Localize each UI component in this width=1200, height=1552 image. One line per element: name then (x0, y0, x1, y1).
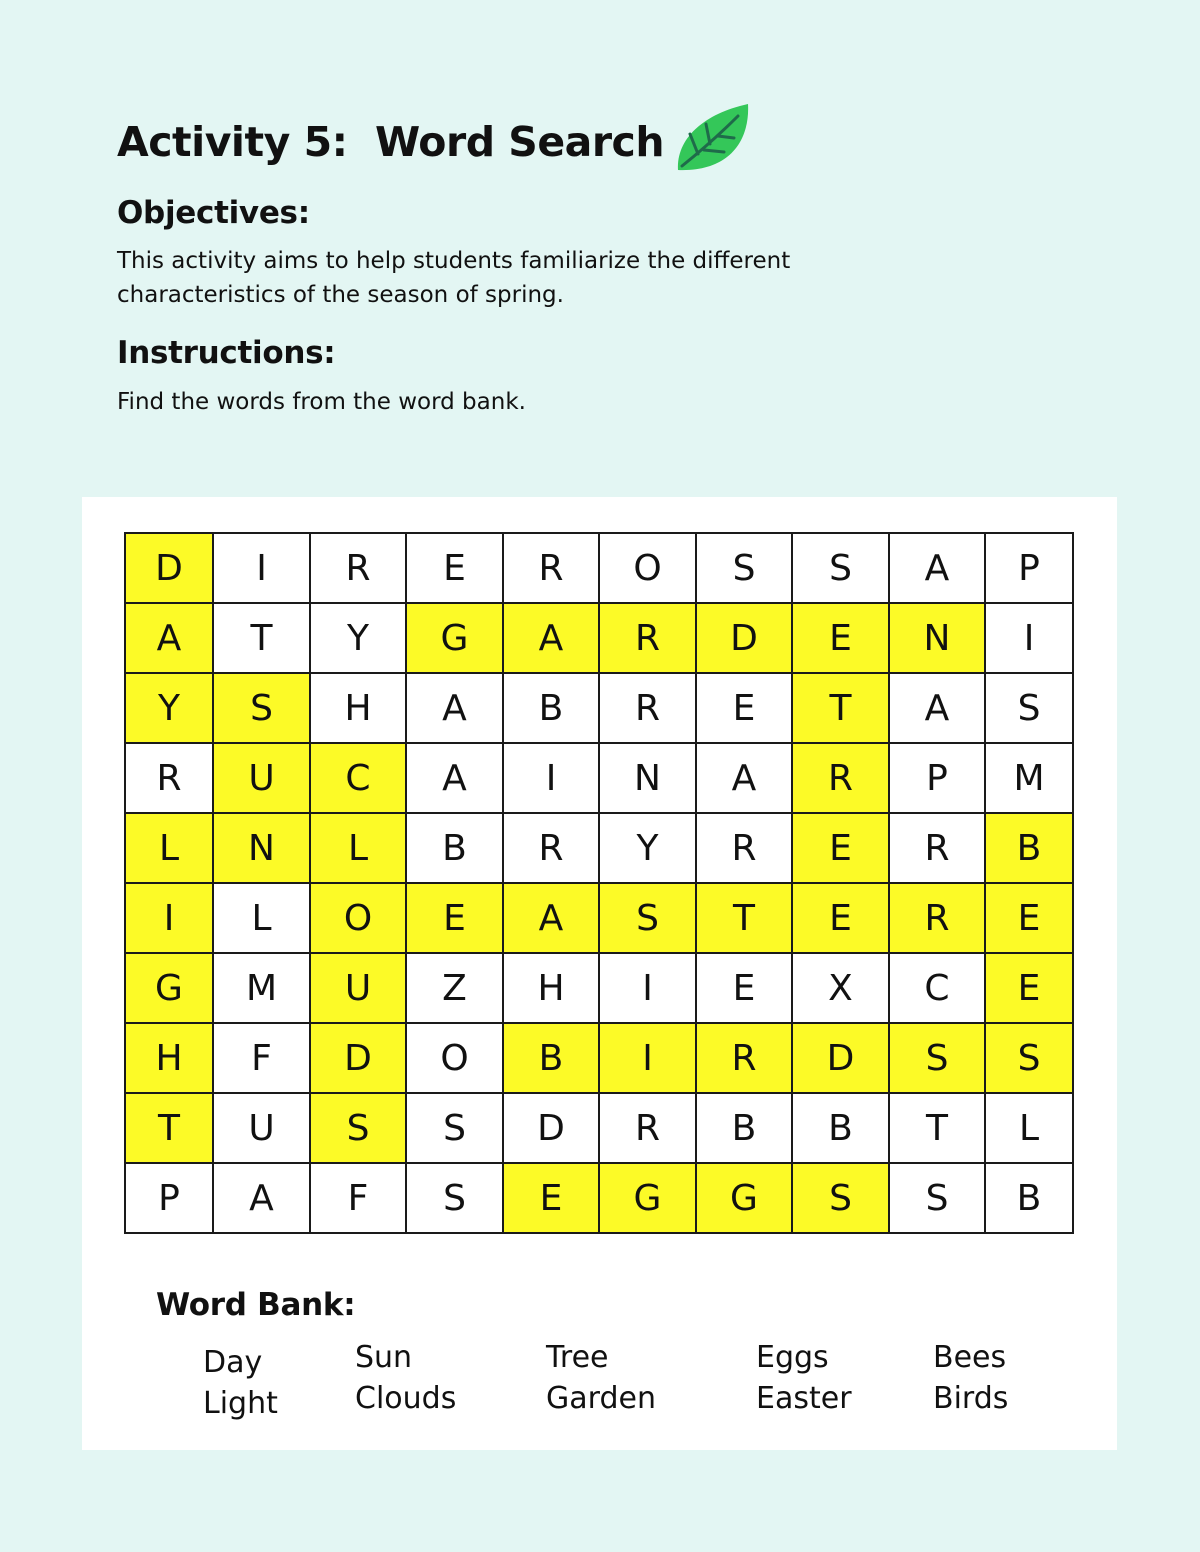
grid-row (125, 1093, 1073, 1163)
grid-cell[interactable]: Y (599, 813, 696, 883)
grid-cell[interactable]: E (696, 953, 792, 1023)
grid-cell[interactable]: M (985, 743, 1073, 813)
grid-cell[interactable]: Z (406, 953, 503, 1023)
grid-cell[interactable]: R (503, 533, 599, 603)
grid-cell[interactable]: D (792, 1023, 889, 1093)
grid-cell[interactable]: R (503, 813, 599, 883)
objectives-heading: Objectives: (117, 195, 310, 231)
grid-cell[interactable]: D (696, 603, 792, 673)
grid-cell[interactable]: T (696, 883, 792, 953)
grid-cell[interactable]: B (792, 1093, 889, 1163)
grid-cell[interactable]: T (213, 603, 310, 673)
grid-cell[interactable]: A (406, 673, 503, 743)
grid-cell[interactable]: L (213, 883, 310, 953)
word-bank-column-3 (546, 1337, 656, 1419)
grid-cell[interactable]: R (599, 1093, 696, 1163)
instructions-text: Find the words from the word bank. (117, 389, 526, 415)
grid-cell[interactable]: R (310, 533, 406, 603)
grid-cell[interactable]: N (599, 743, 696, 813)
word-bank-item: Day (203, 1345, 263, 1380)
grid-cell[interactable]: B (406, 813, 503, 883)
grid-cell[interactable]: A (406, 743, 503, 813)
grid-cell[interactable]: X (792, 953, 889, 1023)
grid-cell[interactable]: U (213, 743, 310, 813)
grid-cell[interactable]: S (889, 1163, 985, 1233)
grid-cell[interactable]: S (213, 673, 310, 743)
grid-cell[interactable]: S (406, 1163, 503, 1233)
word-bank-column-2 (355, 1337, 456, 1419)
grid-cell[interactable]: F (213, 1023, 310, 1093)
word-bank-column-4 (756, 1337, 852, 1419)
grid-cell[interactable]: N (213, 813, 310, 883)
grid-cell[interactable]: A (213, 1163, 310, 1233)
grid-cell[interactable]: C (889, 953, 985, 1023)
instructions-heading: Instructions: (117, 335, 336, 371)
word-bank-item: Garden (546, 1381, 656, 1416)
grid-cell[interactable]: S (406, 1093, 503, 1163)
page-title: Activity 5: Word Search (117, 118, 665, 166)
grid-cell[interactable]: R (889, 883, 985, 953)
word-bank-column-5 (933, 1337, 1008, 1419)
grid-row (125, 603, 1073, 673)
leaf-icon (672, 100, 752, 178)
word-search-grid (124, 532, 1074, 1234)
grid-cell[interactable]: G (406, 603, 503, 673)
grid-cell[interactable]: A (503, 883, 599, 953)
grid-cell[interactable]: S (889, 1023, 985, 1093)
grid-cell[interactable]: S (985, 673, 1073, 743)
grid-cell[interactable]: R (599, 603, 696, 673)
word-search-card (82, 497, 1117, 1450)
grid-cell[interactable]: L (310, 813, 406, 883)
grid-cell[interactable]: I (985, 603, 1073, 673)
grid-cell[interactable]: R (792, 743, 889, 813)
grid-cell[interactable]: F (310, 1163, 406, 1233)
grid-cell[interactable]: R (696, 813, 792, 883)
grid-cell[interactable]: O (310, 883, 406, 953)
word-bank-item: Sun (355, 1340, 413, 1375)
grid-cell[interactable]: E (985, 883, 1073, 953)
grid-cell[interactable]: T (889, 1093, 985, 1163)
grid-row (125, 533, 1073, 603)
grid-cell[interactable]: Y (125, 673, 213, 743)
grid-cell[interactable]: B (696, 1093, 792, 1163)
word-bank-item: Eggs (756, 1340, 829, 1375)
word-bank-item: Clouds (355, 1381, 457, 1416)
grid-cell[interactable]: E (406, 883, 503, 953)
grid-cell[interactable]: M (213, 953, 310, 1023)
grid-row (125, 953, 1073, 1023)
grid-cell[interactable]: G (125, 953, 213, 1023)
word-bank-item: Tree (546, 1340, 609, 1375)
word-bank-heading: Word Bank: (156, 1287, 356, 1323)
grid-cell[interactable]: B (503, 673, 599, 743)
grid-cell[interactable]: C (310, 743, 406, 813)
grid-cell[interactable]: G (599, 1163, 696, 1233)
grid-cell[interactable]: S (792, 533, 889, 603)
grid-cell[interactable]: S (985, 1023, 1073, 1093)
grid-cell[interactable]: S (696, 533, 792, 603)
grid-cell[interactable]: E (406, 533, 503, 603)
grid-cell[interactable]: A (503, 603, 599, 673)
grid-cell[interactable]: E (985, 953, 1073, 1023)
grid-cell[interactable]: R (599, 673, 696, 743)
grid-row (125, 883, 1073, 953)
grid-row (125, 1023, 1073, 1093)
grid-cell[interactable]: L (125, 813, 213, 883)
word-bank-item: Birds (933, 1381, 1009, 1416)
grid-cell[interactable]: E (503, 1163, 599, 1233)
grid-cell[interactable]: B (985, 1163, 1073, 1233)
grid-cell[interactable]: P (985, 533, 1073, 603)
grid-cell[interactable]: A (696, 743, 792, 813)
grid-cell[interactable]: I (213, 533, 310, 603)
grid-cell[interactable]: G (696, 1163, 792, 1233)
grid-cell[interactable]: P (125, 1163, 213, 1233)
grid-cell[interactable]: A (125, 603, 213, 673)
grid-cell[interactable]: S (792, 1163, 889, 1233)
word-bank-item: Easter (756, 1381, 852, 1416)
grid-cell[interactable]: I (599, 1023, 696, 1093)
grid-cell[interactable]: E (792, 883, 889, 953)
grid-cell[interactable]: S (599, 883, 696, 953)
grid-cell[interactable]: N (889, 603, 985, 673)
grid-cell[interactable]: H (310, 673, 406, 743)
grid-cell[interactable]: T (125, 1093, 213, 1163)
grid-cell[interactable]: Y (310, 603, 406, 673)
grid-cell[interactable]: A (889, 673, 985, 743)
word-bank-column-1 (203, 1342, 278, 1424)
grid-cell[interactable]: I (503, 743, 599, 813)
objectives-text: This activity aims to help students familiarize the different characteristics of the season of spring. (117, 248, 791, 308)
grid-cell[interactable]: E (792, 813, 889, 883)
grid-cell[interactable]: U (310, 953, 406, 1023)
grid-cell[interactable]: O (406, 1023, 503, 1093)
grid-cell[interactable]: B (503, 1023, 599, 1093)
grid-cell[interactable]: D (503, 1093, 599, 1163)
grid-cell[interactable]: R (696, 1023, 792, 1093)
grid-cell[interactable]: E (696, 673, 792, 743)
grid-row (125, 1163, 1073, 1233)
grid-cell[interactable]: I (599, 953, 696, 1023)
grid-cell[interactable]: A (889, 533, 985, 603)
grid-cell[interactable]: D (310, 1023, 406, 1093)
grid-cell[interactable]: T (792, 673, 889, 743)
grid-cell[interactable]: R (125, 743, 213, 813)
grid-row (125, 743, 1073, 813)
grid-cell[interactable]: I (125, 883, 213, 953)
grid-cell[interactable]: H (503, 953, 599, 1023)
grid-cell[interactable]: B (985, 813, 1073, 883)
grid-cell[interactable]: H (125, 1023, 213, 1093)
grid-cell[interactable]: L (985, 1093, 1073, 1163)
grid-cell[interactable]: E (792, 603, 889, 673)
word-bank-item: Light (203, 1386, 278, 1421)
grid-row (125, 813, 1073, 883)
grid-cell[interactable]: P (889, 743, 985, 813)
grid-cell[interactable]: U (213, 1093, 310, 1163)
grid-cell[interactable]: S (310, 1093, 406, 1163)
grid-cell[interactable]: D (125, 533, 213, 603)
grid-row (125, 673, 1073, 743)
grid-cell[interactable]: R (889, 813, 985, 883)
grid-cell[interactable]: O (599, 533, 696, 603)
word-bank-item: Bees (933, 1340, 1007, 1375)
